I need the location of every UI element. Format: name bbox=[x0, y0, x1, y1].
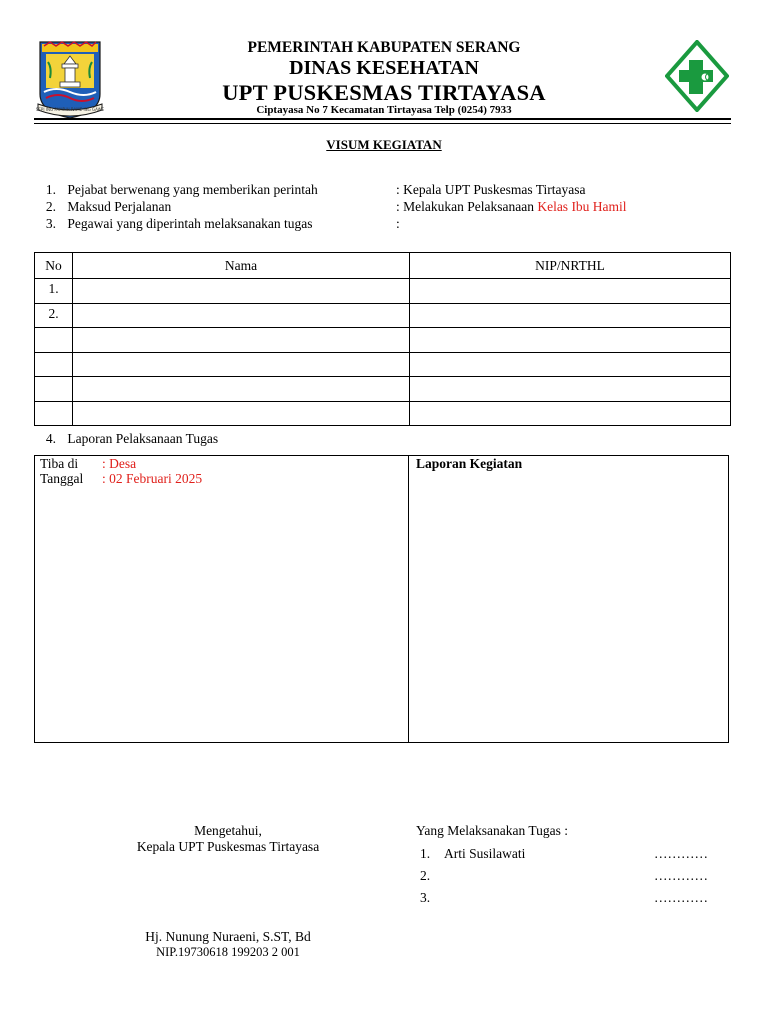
table-header-row bbox=[35, 253, 731, 279]
column-header-nip: NIP/NRTHL bbox=[410, 253, 731, 279]
address-line: Ciptayasa No 7 Kecamatan Tirtayasa Telp (0254) 7933 bbox=[256, 104, 512, 116]
head-name: Hj. Nunung Nuraeni, S.ST, Bd bbox=[145, 929, 311, 944]
table-cell-name[interactable] bbox=[73, 328, 410, 353]
item-label: Maksud Perjalanan bbox=[67, 199, 172, 214]
report-divider bbox=[408, 455, 409, 743]
table-cell-no bbox=[35, 401, 73, 426]
acknowledged-label: Mengetahui, bbox=[194, 823, 262, 838]
table-cell-name[interactable] bbox=[73, 279, 410, 304]
table-cell-nip[interactable] bbox=[410, 279, 731, 304]
personnel-table bbox=[34, 252, 731, 426]
item-value: : bbox=[396, 216, 400, 231]
table-row bbox=[35, 328, 731, 353]
executor-3-signature[interactable]: ………… bbox=[654, 890, 708, 905]
executor-label: Yang Melaksanakan Tugas : bbox=[416, 823, 569, 838]
item-2-value bbox=[396, 199, 627, 215]
table-cell-nip[interactable] bbox=[410, 352, 731, 377]
column-header-name: Nama bbox=[73, 253, 410, 279]
department-name: DINAS KESEHATAN bbox=[289, 57, 479, 79]
head-nip: NIP.19730618 199203 2 001 bbox=[156, 945, 300, 959]
item-value-highlight: Kelas Ibu Hamil bbox=[537, 199, 627, 214]
item-3-value bbox=[396, 216, 400, 232]
table-row bbox=[35, 377, 731, 402]
table-cell-name[interactable] bbox=[73, 401, 410, 426]
item-number: 1. bbox=[45, 182, 56, 197]
government-name: PEMERINTAH KABUPATEN SERANG bbox=[247, 39, 521, 56]
item-1 bbox=[32, 182, 318, 198]
item-number: 3. bbox=[45, 216, 56, 231]
executor-1-name: Arti Susilawati bbox=[444, 846, 526, 861]
table-cell-name[interactable] bbox=[73, 377, 410, 402]
table-row bbox=[35, 401, 731, 426]
header-rule-thick bbox=[34, 118, 731, 120]
date-label: Tanggal bbox=[40, 471, 84, 486]
item-3 bbox=[32, 216, 313, 232]
table-cell-no bbox=[35, 352, 73, 377]
table-cell-nip[interactable] bbox=[410, 401, 731, 426]
unit-name: UPT PUSKESMAS TIRTAYASA bbox=[222, 80, 546, 105]
item-2 bbox=[32, 199, 171, 215]
item-label: Laporan Pelaksanaan Tugas bbox=[67, 431, 219, 446]
table-cell-no: 2. bbox=[35, 303, 73, 328]
item-label: Pejabat berwenang yang memberikan perintah bbox=[67, 182, 318, 197]
table-row bbox=[35, 279, 731, 304]
document-title: VISUM KEGIATAN bbox=[326, 137, 442, 152]
column-header-no: No bbox=[35, 253, 73, 279]
table-cell-no bbox=[35, 377, 73, 402]
table-cell-nip[interactable] bbox=[410, 328, 731, 353]
executor-3-number: 3. bbox=[420, 890, 431, 905]
executor-2-signature[interactable]: ………… bbox=[654, 868, 708, 883]
svg-text:SEPI ING PAMRIH RAME ING GAWE: SEPI ING PAMRIH RAME ING GAWE bbox=[36, 107, 104, 112]
arrival-label: Tiba di bbox=[40, 456, 79, 471]
date-value[interactable]: : 02 Februari 2025 bbox=[102, 471, 203, 486]
item-label: Pegawai yang diperintah melaksanakan tugas bbox=[67, 216, 313, 231]
table-cell-nip[interactable] bbox=[410, 303, 731, 328]
table-row bbox=[35, 303, 731, 328]
executor-1-number: 1. bbox=[420, 846, 431, 861]
table-cell-name[interactable] bbox=[73, 352, 410, 377]
item-4 bbox=[32, 431, 218, 447]
table-cell-nip[interactable] bbox=[410, 377, 731, 402]
executor-1-signature[interactable]: ………… bbox=[654, 846, 708, 861]
report-box bbox=[34, 455, 729, 743]
table-cell-no bbox=[35, 328, 73, 353]
arrival-value[interactable]: : Desa bbox=[102, 456, 137, 471]
table-row bbox=[35, 352, 731, 377]
table-cell-name[interactable] bbox=[73, 303, 410, 328]
item-value: : Kepala UPT Puskesmas Tirtayasa bbox=[396, 182, 586, 197]
item-1-value bbox=[396, 182, 586, 198]
header-rule-thin bbox=[34, 123, 731, 124]
table-cell-no: 1. bbox=[35, 279, 73, 304]
head-position: Kepala UPT Puskesmas Tirtayasa bbox=[136, 839, 320, 854]
item-value: : Melakukan Pelaksanaan bbox=[396, 199, 538, 214]
item-number: 2. bbox=[45, 199, 56, 214]
report-label: Laporan Kegiatan bbox=[416, 456, 523, 471]
executor-2-number: 2. bbox=[420, 868, 431, 883]
item-number: 4. bbox=[45, 431, 56, 446]
